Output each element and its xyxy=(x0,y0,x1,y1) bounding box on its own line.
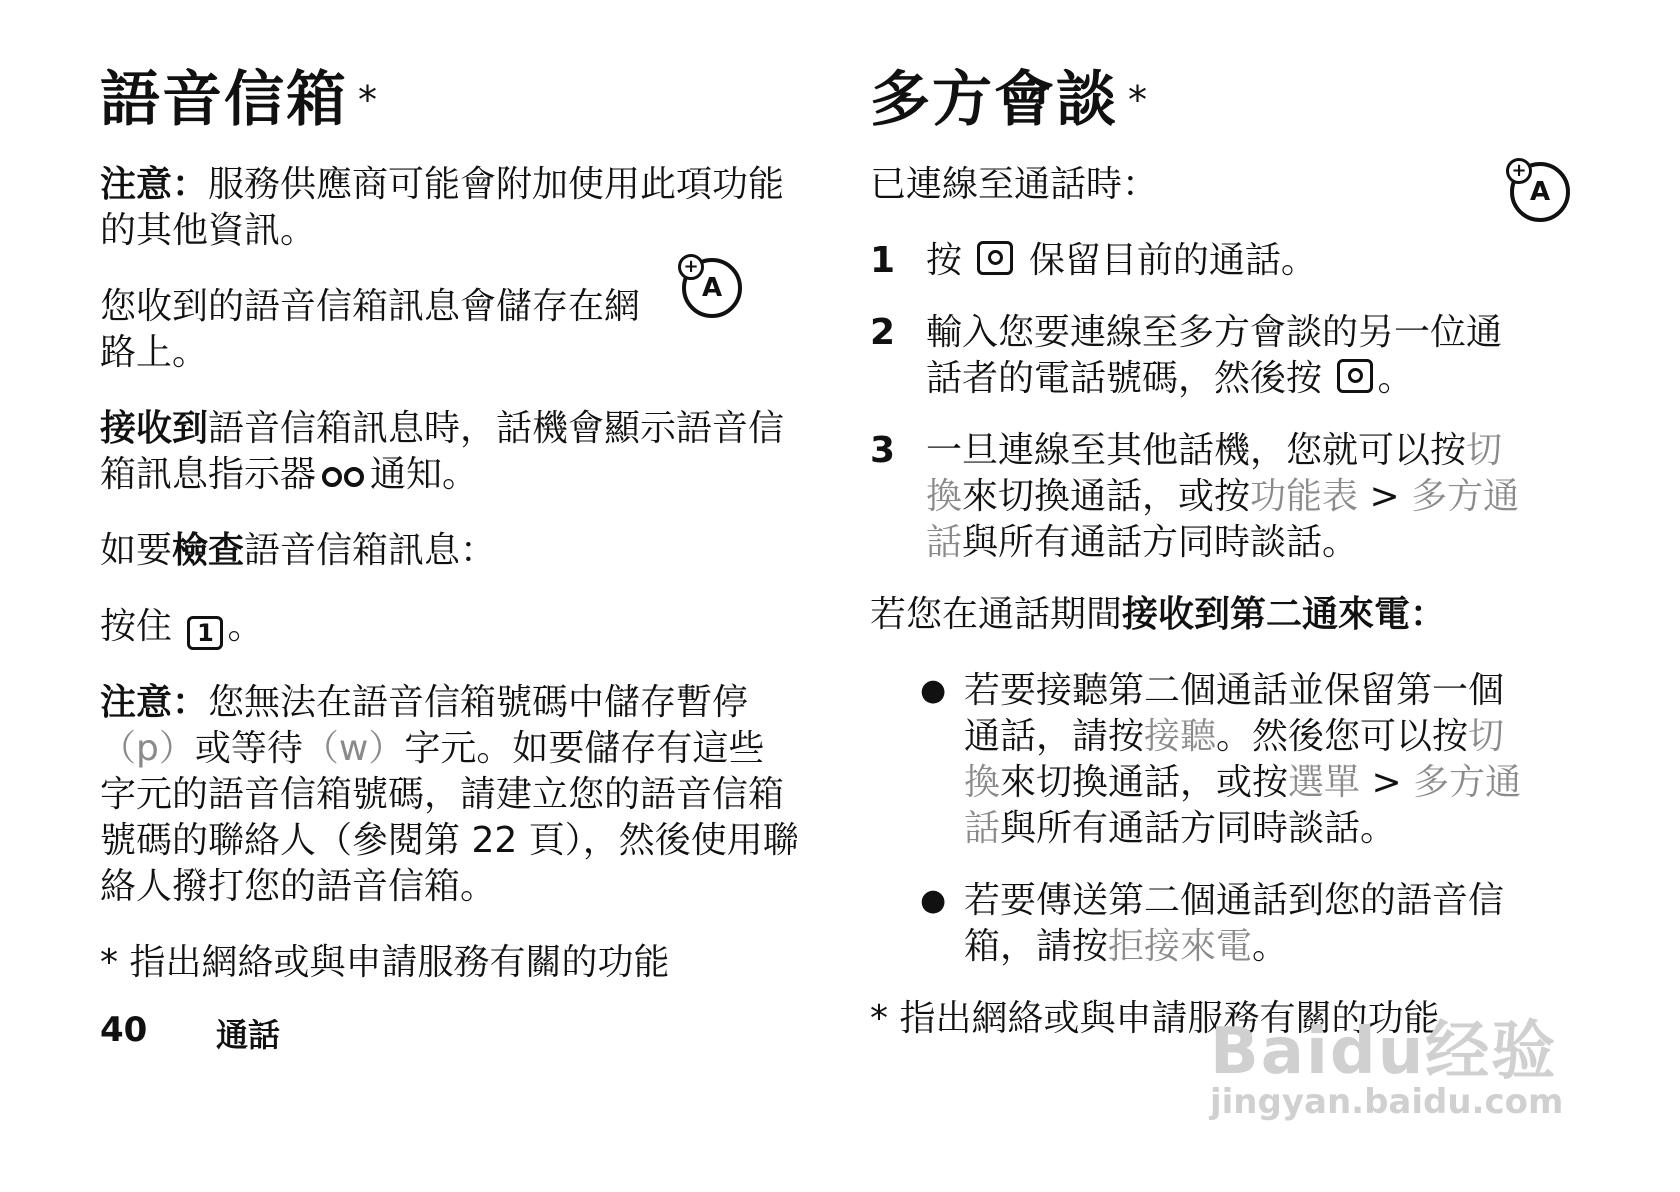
softkey-switch: 切換 xyxy=(926,430,1503,517)
voicemail-footnote: * 指出網絡或與申請服務有關的功能 xyxy=(100,942,670,983)
voicemail-storage-text: 您收到的語音信箱訊息會儲存在網路上。 xyxy=(100,286,641,373)
section-label: 通話 xyxy=(216,1016,281,1054)
conference-section xyxy=(870,64,1590,1072)
softkey-menu: 功能表 xyxy=(1250,476,1359,517)
nav-key-icon xyxy=(977,241,1013,275)
softkey-answer: 接聽 xyxy=(1144,716,1217,757)
menu-conference-call: 多方通話 xyxy=(964,762,1522,849)
voicemail-note-1: 注意：服務供應商可能會附加使用此項功能的其他資訊。 xyxy=(100,164,785,251)
conference-step-3: 3 一旦連線至其他話機，您就可以按切換來切換通話，或按功能表 > 多方通話與所有通話方同時談話。 xyxy=(870,430,1520,563)
voicemail-check-text: 如要檢查語音信箱訊息： xyxy=(100,530,497,571)
conference-title: 多方會談 * xyxy=(870,65,1149,135)
baidu-watermark-logo: Baidu经验 xyxy=(1210,1015,1558,1089)
softkey-ignore: 拒接來電 xyxy=(1108,926,1253,967)
key-1-icon: 1 xyxy=(187,616,223,650)
nav-key-icon xyxy=(1337,359,1373,393)
voicemail-indicator-icon xyxy=(322,464,364,486)
second-call-bullet-answer: ● 若要接聽第二個通話並保留第一個通話，請按接聽。然後您可以按切換來切換通話，或按選單 > 多方通話與所有通話方同時談話。 xyxy=(920,670,1522,849)
second-call-intro: 若您在通話期間接收到第二通來電： xyxy=(870,594,1447,635)
voicemail-hold-key-text: 按住 1 。 xyxy=(100,604,800,650)
conference-footnote: * 指出網絡或與申請服務有關的功能 xyxy=(870,998,1440,1039)
network-feature-mark: * xyxy=(358,78,379,122)
network-feature-mark: * xyxy=(1128,78,1149,122)
conference-intro: 已連線至通話時： xyxy=(870,164,1159,205)
conference-step-2: 2 輸入您要連線至多方會談的另一位通話者的電話號碼，然後按 。 xyxy=(870,312,1503,399)
network-feature-icon: + A xyxy=(1510,162,1570,222)
voicemail-note-2: 注意：您無法在語音信箱號碼中儲存暫停（p）或等待（w）字元。如要儲存有這些字元的語音信箱號碼，請建立您的語音信箱號碼的聯絡人（參閱第 22 頁），然後使用聯絡人撥打您的語音信箱。 xyxy=(100,682,799,907)
page-number: 40 xyxy=(100,1010,148,1050)
voicemail-title: 語音信箱 * xyxy=(100,65,379,135)
softkey-switch: 切換 xyxy=(964,716,1505,803)
baidu-watermark-url: jingyan.baidu.com xyxy=(1210,1082,1564,1122)
softkey-menu: 選單 xyxy=(1288,762,1361,803)
second-call-bullet-voicemail: ● 若要傳送第二個通話到您的語音信箱，請按拒接來電。 xyxy=(920,880,1505,967)
conference-step-1: 1 按 保留目前的通話。 xyxy=(870,240,1317,281)
menu-conference-call: 多方通話 xyxy=(926,476,1520,563)
voicemail-receive-text: 接收到語音信箱訊息時，話機會顯示語音信箱訊息指示器 通知。 xyxy=(100,408,785,495)
voicemail-section xyxy=(100,64,800,1016)
network-feature-icon: + A xyxy=(682,258,742,318)
